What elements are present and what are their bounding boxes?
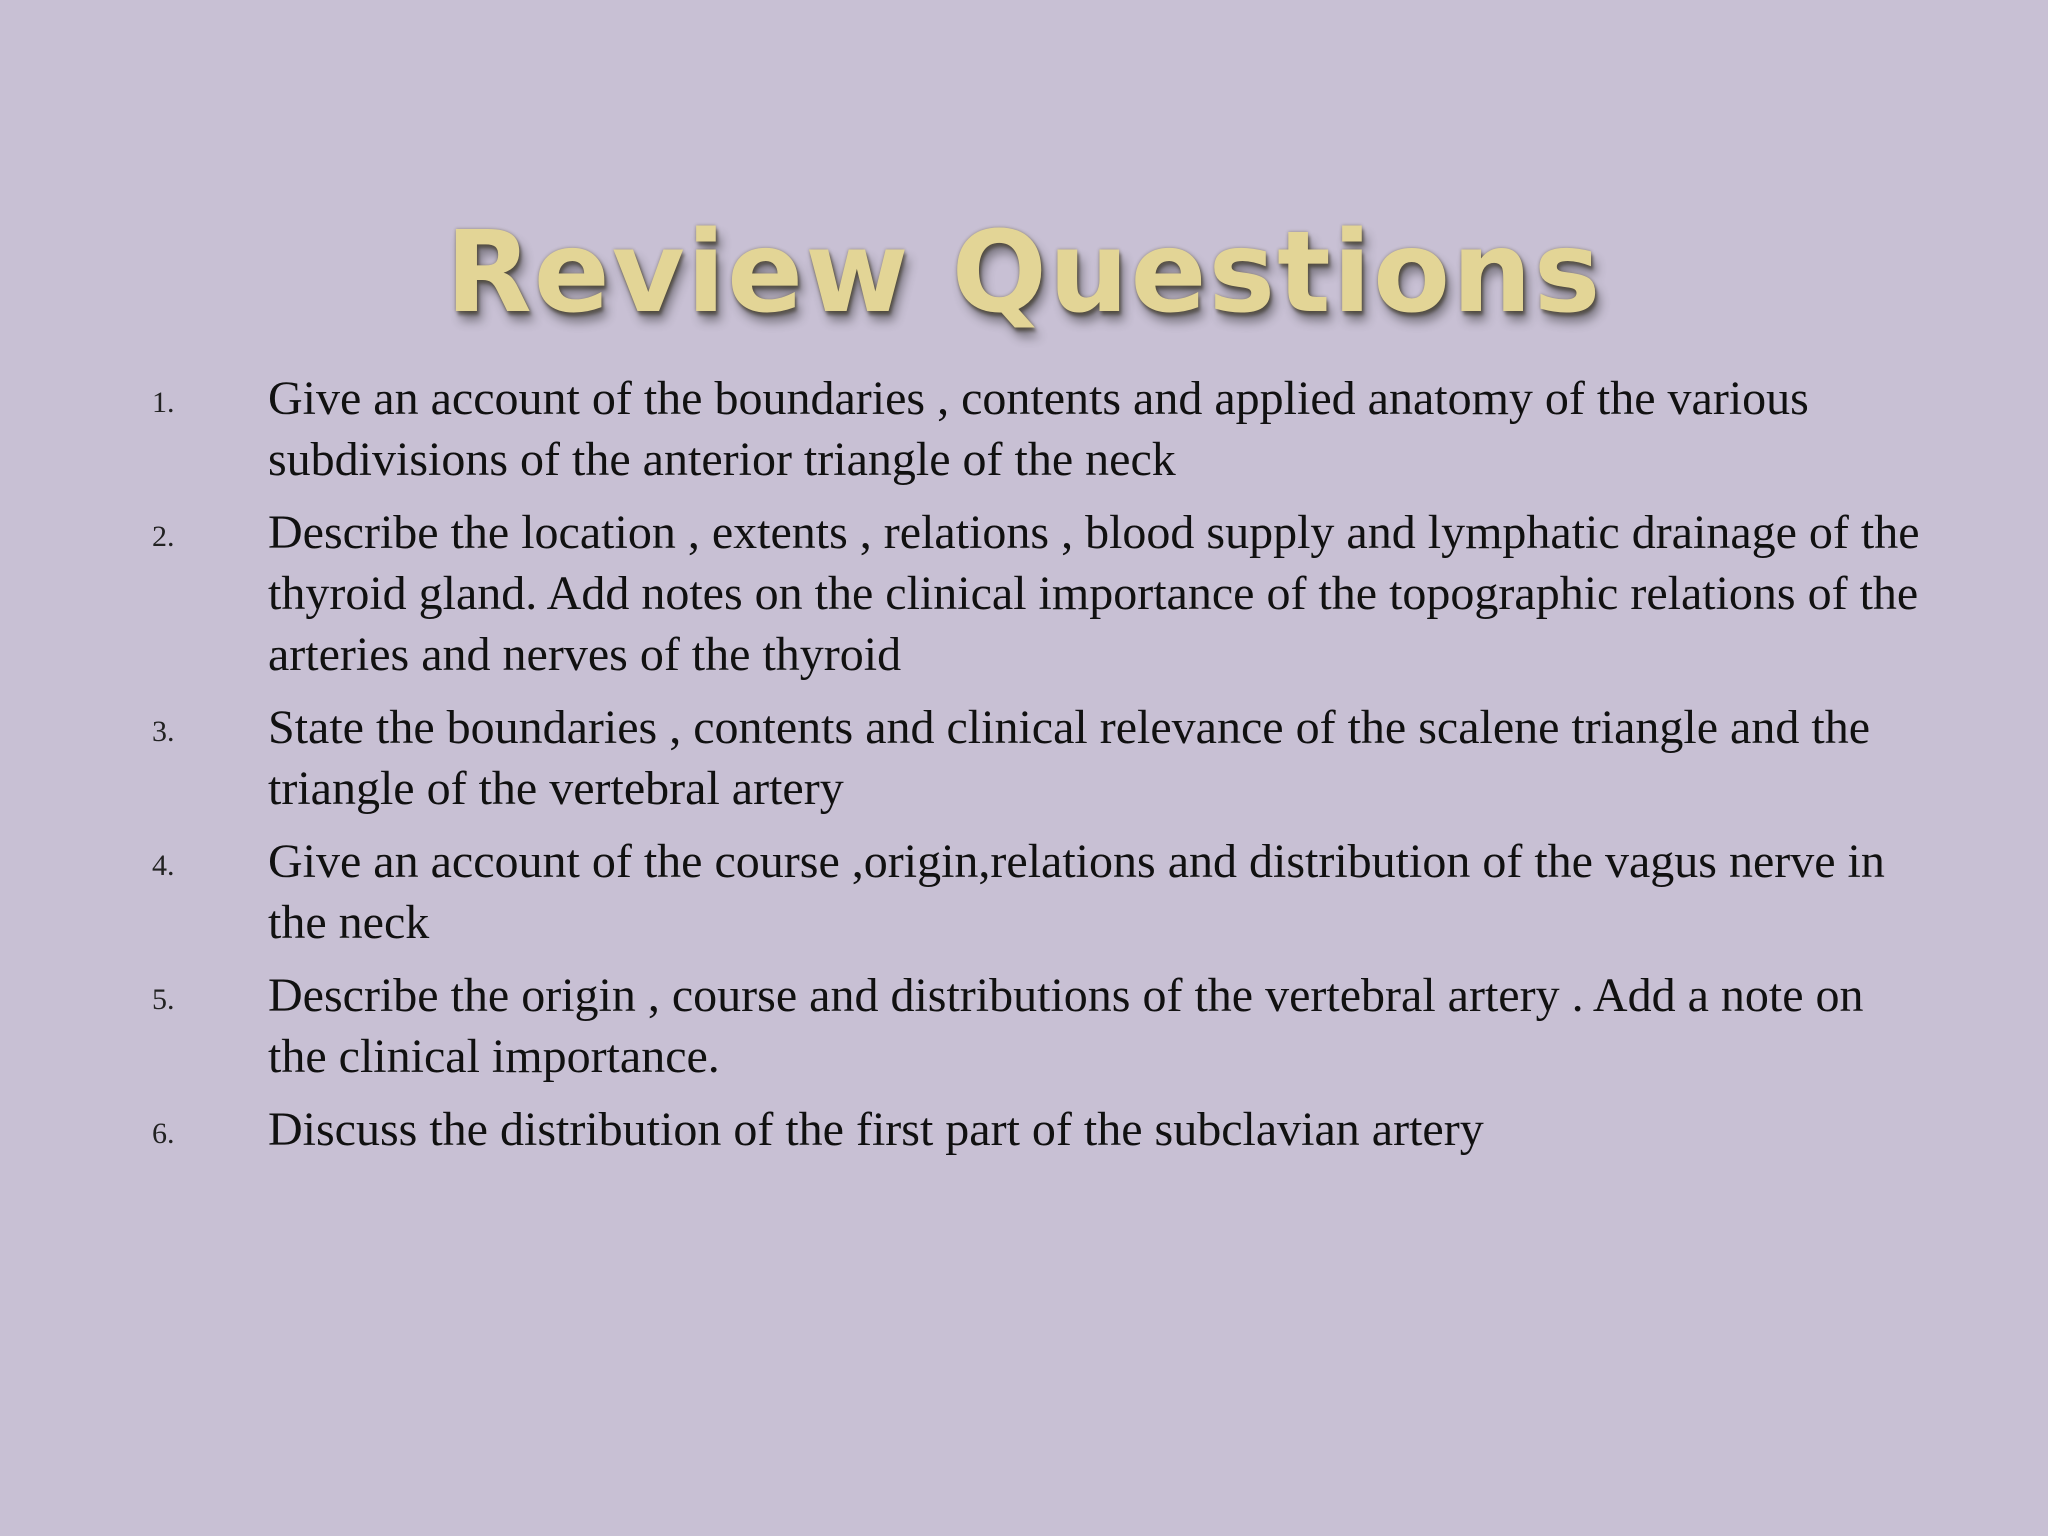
review-question-3 [152,697,1932,819]
question-number-5: 5. [152,983,175,1016]
question-text-4: Give an account of the course ,origin,relations and distribution of the vagus nerve in the neck [268,835,1885,949]
question-number-4: 4. [152,849,175,882]
question-text-6: Discuss the distribution of the first part of the subclavian artery [268,1103,1484,1156]
review-question-6 [152,1099,1932,1160]
question-text-1: Give an account of the boundaries , contents and applied anatomy of the various subdivisions of the anterior triangle of the neck [268,372,1809,486]
slide-title: Review Questions [445,208,1603,339]
question-text-3: State the boundaries , contents and clinical relevance of the scalene triangle and the triangle of the vertebral artery [268,701,1870,815]
question-text-2: Describe the location , extents , relations , blood supply and lymphatic drainage of the thyroid gland. Add notes on the clinical importance of the topographic relations of the arteries and nerves of the thyroid [268,506,1920,681]
question-text-5: Describe the origin , course and distributions of the vertebral artery . Add a note on the clinical importance. [268,969,1864,1083]
review-question-list [152,368,1932,1172]
review-question-4 [152,831,1932,953]
question-number-3: 3. [152,715,175,748]
review-question-2 [152,502,1932,685]
question-number-1: 1. [152,386,175,419]
question-number-2: 2. [152,520,175,553]
review-question-5 [152,965,1932,1087]
question-number-6: 6. [152,1117,175,1150]
review-question-1 [152,368,1932,490]
